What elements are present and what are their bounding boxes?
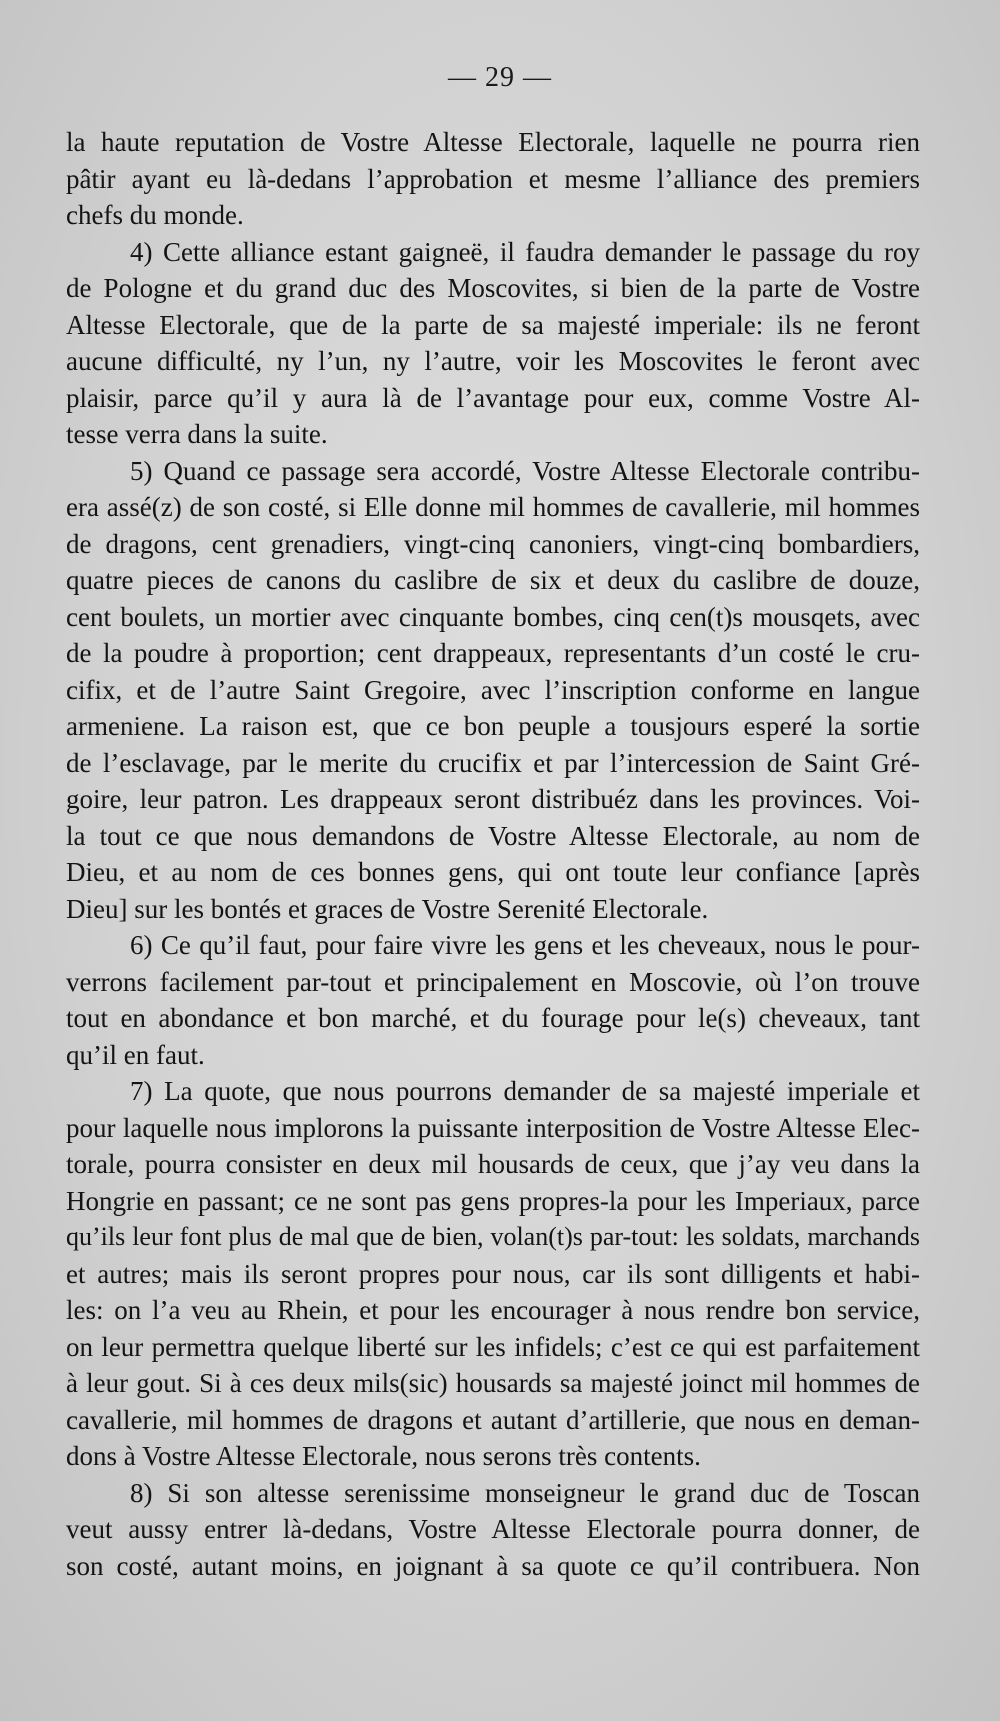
text-line: 8) Si son altesse serenissime monseigneur le grand duc de Toscan bbox=[130, 1477, 920, 1508]
text-line: pour laquelle nous implorons la puissante interposition de Vostre Altesse Elec- bbox=[66, 1112, 920, 1143]
text-line: 4) Cette alliance estant gaigneë, il faudra demander le passage du roy bbox=[130, 236, 920, 267]
text-line: goire, leur patron. Les drappeaux seront distribuéz dans les provinces. Voi- bbox=[66, 784, 920, 814]
text-line: aucune difficulté, ny l’un, ny l’autre, voir les Moscovites le feront avec bbox=[66, 346, 920, 376]
text-line: era assé(z) de son costé, si Elle donne mil hommes de cavallerie, mil hommes bbox=[66, 492, 920, 522]
text-line: Hongrie en passant; ce ne sont pas gens propres-la pour les Imperiaux, parce bbox=[66, 1185, 920, 1216]
text-line: verrons facilement par-tout et principalement en Moscovie, où l’on trouve bbox=[66, 966, 920, 997]
text-line: 7) La quote, que nous pourrons demander de sa majesté imperiale et bbox=[130, 1076, 920, 1106]
text-line: 6) Ce qu’il faut, pour faire vivre les gens et les cheveaux, nous le pour- bbox=[130, 930, 920, 960]
text-line: tesse verra dans la suite. bbox=[66, 419, 328, 449]
text-line: qu’ils leur font plus de mal que de bien, volan(t)s par-tout: les soldats, marchands bbox=[66, 1222, 920, 1251]
text-line: cavallerie, mil hommes de dragons et autant d’artillerie, que nous en deman- bbox=[66, 1404, 920, 1435]
text-line: 5) Quand ce passage sera accordé, Vostre Altesse Electorale contribu- bbox=[130, 455, 920, 486]
text-line: cent boulets, un mortier avec cinquante bombes, cinq cen(t)s mousqets, avec bbox=[66, 601, 920, 632]
text-line: Altesse Electorale, que de la parte de sa majesté imperiale: ils ne feront bbox=[66, 309, 920, 340]
text-line: tout en abondance et bon marché, et du fourage pour le(s) cheveaux, tant bbox=[66, 1003, 920, 1033]
text-line: chefs du monde. bbox=[66, 200, 244, 230]
text-line: la haute reputation de Vostre Altesse Electorale, laquelle ne pourra rien bbox=[66, 127, 920, 157]
text-line: Dieu] sur les bontés et graces de Vostre Serenité Electorale. bbox=[66, 893, 709, 924]
text-line: dons à Vostre Altesse Electorale, nous serons très contents. bbox=[66, 1441, 701, 1471]
text-line: pâtir ayant eu là-dedans l’approbation et mesme l’alliance des premiers bbox=[66, 163, 920, 194]
text-line: quatre pieces de canons du caslibre de six et deux du caslibre de douze, bbox=[66, 565, 920, 595]
text-line: les: on l’a veu au Rhein, et pour les encourager à nous rendre bon service, bbox=[66, 1295, 920, 1325]
text-line: de la poudre à proportion; cent drappeaux, representants d’un costé le cru- bbox=[66, 638, 920, 668]
text-line: et autres; mais ils seront propres pour nous, car ils sont dilligents et habi- bbox=[66, 1258, 920, 1289]
page-number: — 29 — bbox=[448, 62, 552, 93]
text-line: on leur permettra quelque liberté sur les infidels; c’est ce qui est parfaitement bbox=[66, 1331, 920, 1362]
text-line: armeniene. La raison est, que ce bon peuple a tousjours esperé la sortie bbox=[66, 711, 920, 741]
text-line: torale, pourra consister en deux mil housards de ceux, que j’ay veu dans la bbox=[66, 1149, 920, 1179]
text-line: cifix, et de l’autre Saint Gregoire, avec l’inscription conforme en langue bbox=[66, 674, 920, 705]
text-line: de dragons, cent grenadiers, vingt-cinq canoniers, vingt-cinq bombardiers, bbox=[66, 528, 920, 559]
text-line: de Pologne et du grand duc des Moscovites, si bien de la parte de Vostre bbox=[66, 273, 920, 303]
text-line: de l’esclavage, par le merite du crucifix et par l’intercession de Saint Gré- bbox=[66, 747, 920, 778]
text-line: plaisir, parce qu’il y aura là de l’avantage pour eux, comme Vostre Al- bbox=[66, 382, 920, 413]
text-line: son costé, autant moins, en joignant à sa quote ce qu’il contribuera. Non bbox=[66, 1550, 920, 1581]
body-text bbox=[66, 124, 920, 1584]
text-line: à leur gout. Si à ces deux mils(sic) housards sa majesté joinct mil hommes de bbox=[66, 1368, 920, 1398]
text-line: Dieu, et au nom de ces bonnes gens, qui ont toute leur confiance [après bbox=[66, 857, 920, 887]
text-line: veut aussy entrer là-dedans, Vostre Altesse Electorale pourra donner, de bbox=[66, 1514, 920, 1544]
text-line: qu’il en faut. bbox=[66, 1039, 205, 1070]
text-line: la tout ce que nous demandons de Vostre Altesse Electorale, au nom de bbox=[66, 820, 920, 851]
